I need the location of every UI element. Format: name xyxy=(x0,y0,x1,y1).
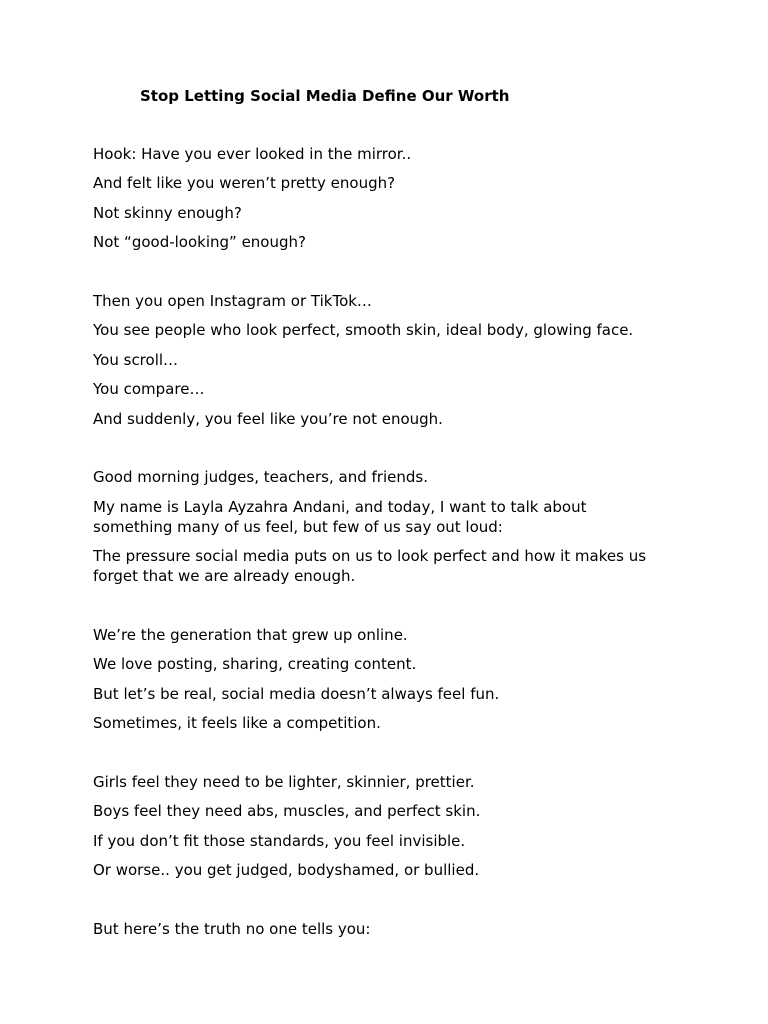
document-body xyxy=(93,144,683,948)
paragraph-spacer xyxy=(93,262,683,291)
paragraph-line: Then you open Instagram or TikTok… xyxy=(93,291,372,310)
paragraph-line: Boys feel they need abs, muscles, and perfect skin. xyxy=(93,802,481,821)
paragraph-line: Not “good-looking” enough? xyxy=(93,233,306,252)
paragraph-line: You see people who look perfect, smooth skin, ideal body, glowing face. xyxy=(93,321,634,340)
paragraph-spacer xyxy=(93,438,683,467)
paragraph-line: We’re the generation that grew up online. xyxy=(93,625,408,644)
paragraph-line: Hook: Have you ever looked in the mirror.. xyxy=(93,145,412,163)
paragraph-line: And suddenly, you feel like you’re not enough. xyxy=(93,409,443,428)
paragraph-line: Not skinny enough? xyxy=(93,203,242,222)
paragraph-line: Or worse.. you get judged, bodyshamed, or bullied. xyxy=(93,860,480,879)
paragraph-line: But here’s the truth no one tells you: xyxy=(93,919,371,938)
paragraph-line: My name is Layla Ayzahra Andani, and today, I want to talk about something many of us feel, but few of us say out loud: xyxy=(93,497,587,536)
paragraph-line: Girls feel they need to be lighter, skinnier, prettier. xyxy=(93,772,475,791)
paragraph-spacer xyxy=(93,742,683,771)
document-title: Stop Letting Social Media Define Our Worth xyxy=(140,87,510,105)
paragraph-line: If you don’t fit those standards, you feel invisible. xyxy=(93,831,466,850)
paragraph-spacer xyxy=(93,889,683,918)
paragraph-line: Good morning judges, teachers, and friends. xyxy=(93,468,428,487)
paragraph-line: And felt like you weren’t pretty enough? xyxy=(93,174,396,193)
paragraph-spacer xyxy=(93,595,683,624)
paragraph-line: You scroll… xyxy=(93,350,179,369)
paragraph-line: The pressure social media puts on us to look perfect and how it makes us forget that we are already enough. xyxy=(93,547,647,586)
paragraph-line: Sometimes, it feels like a competition. xyxy=(93,714,381,733)
paragraph-line: You compare… xyxy=(93,380,205,399)
paragraph-line: We love posting, sharing, creating content. xyxy=(93,655,417,674)
paragraph-line: But let’s be real, social media doesn’t always feel fun. xyxy=(93,684,500,703)
